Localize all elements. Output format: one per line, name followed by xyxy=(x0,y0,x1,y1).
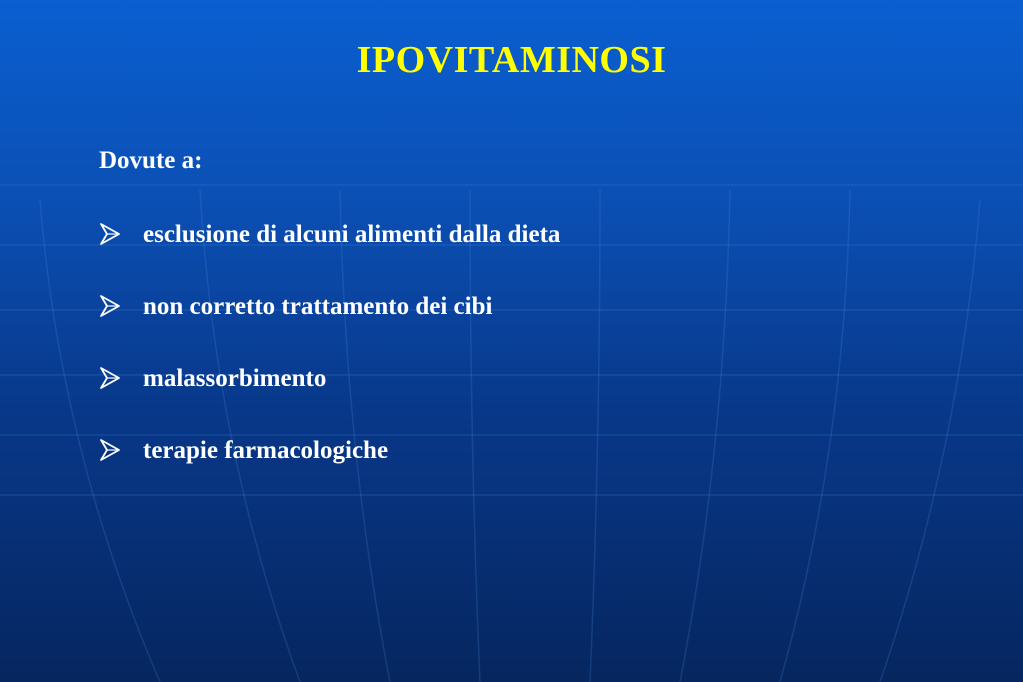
slide-title: IPOVITAMINOSI xyxy=(356,39,667,81)
bullet-list xyxy=(99,218,560,506)
list-item xyxy=(99,218,560,290)
list-item xyxy=(99,362,560,434)
intro-text: Dovute a: xyxy=(99,147,203,174)
bullet-text: non corretto trattamento dei cibi xyxy=(143,293,493,320)
arrowhead-bullet-icon xyxy=(99,218,143,248)
bullet-text: esclusione di alcuni alimenti dalla dieta xyxy=(143,221,561,248)
list-item xyxy=(99,290,560,362)
arrowhead-bullet-icon xyxy=(99,362,143,392)
list-item xyxy=(99,434,560,506)
bullet-text: malassorbimento xyxy=(143,365,327,392)
bullet-text: terapie farmacologiche xyxy=(143,437,389,464)
arrowhead-bullet-icon xyxy=(99,290,143,320)
arrowhead-bullet-icon xyxy=(99,434,143,464)
